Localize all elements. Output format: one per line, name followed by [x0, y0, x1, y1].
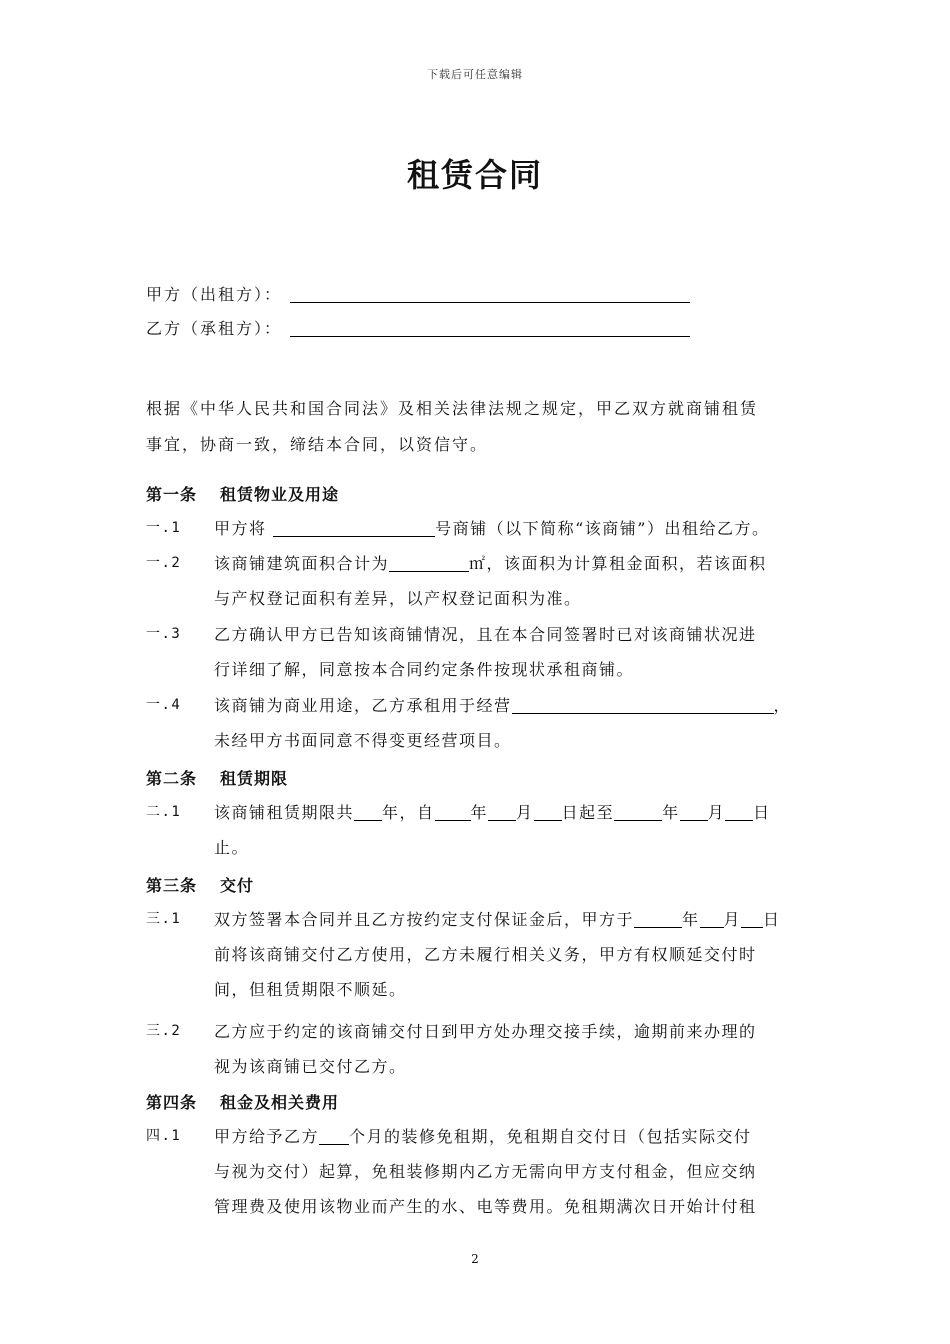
- intro-paragraph: [146, 391, 811, 463]
- years-blank: [354, 802, 382, 821]
- clause-text: 双方签署本合同并且乙方按约定支付保证金后，甲方于: [214, 910, 635, 929]
- clause-text: 年: [682, 910, 700, 929]
- clause-text: 年: [662, 803, 680, 822]
- clause-text: 甲方将: [214, 519, 267, 538]
- clause-text: 乙方应于约定的该商铺交付日到甲方处办理交接手续，逾期前来办理的: [214, 1022, 757, 1041]
- party-b-label: 乙方（承租方）：: [146, 319, 283, 338]
- clause-number: 一.2: [146, 555, 182, 571]
- header-note: 下载后可任意编辑: [427, 68, 523, 81]
- page-number: 2: [471, 1252, 479, 1266]
- free-months-blank: [319, 1126, 349, 1145]
- end-day-blank: [725, 802, 753, 821]
- document-title: 租赁合同: [406, 156, 543, 194]
- clause-text: 与视为交付）起算，免租装修期内乙方无需向甲方支付租金，但应交纳: [214, 1162, 757, 1181]
- start-month-blank: [488, 802, 516, 821]
- clause-text: 月: [707, 803, 726, 822]
- article-3-title: 交付: [220, 876, 255, 895]
- delivery-month-blank: [700, 909, 724, 928]
- clause-1-4: [146, 688, 816, 758]
- clause-text: 该商铺建筑面积合计为: [214, 554, 390, 573]
- delivery-year-blank: [634, 909, 682, 928]
- article-1-heading: [146, 482, 339, 505]
- article-1-title: 租赁物业及用途: [220, 485, 340, 504]
- clause-text: 日起至: [561, 803, 615, 822]
- clause-text: ，: [773, 696, 792, 715]
- party-a-row: [146, 282, 690, 305]
- clause-text: 甲方给予乙方: [214, 1127, 320, 1146]
- clause-text: 月: [516, 803, 534, 822]
- clause-text: 管理费及使用该物业而产生的水、电等费用。免租期满次日开始计付租: [214, 1197, 757, 1216]
- clause-1-2: [146, 546, 816, 616]
- article-4-heading: [146, 1090, 339, 1113]
- article-2-heading: [146, 766, 288, 789]
- clause-2-1: [146, 795, 816, 865]
- clause-text: 该商铺租赁期限共: [214, 803, 355, 822]
- clause-text: 未经甲方书面同意不得变更经营项目。: [214, 731, 512, 750]
- delivery-day-blank: [741, 909, 763, 928]
- clause-number: 一.4: [146, 697, 182, 713]
- clause-text: 日: [763, 910, 781, 929]
- party-a-label: 甲方（出租方）：: [146, 285, 283, 304]
- clause-text: 行详细了解，同意按本合同约定条件按现状承租商铺。: [214, 660, 635, 679]
- clause-text: 号商铺（以下简称“该商铺”）出租给乙方。: [435, 519, 770, 538]
- end-year-blank: [614, 802, 662, 821]
- clause-text: 年，自: [382, 803, 435, 822]
- article-3-heading: [146, 873, 254, 896]
- clause-1-3: [146, 617, 816, 687]
- clause-text: 年: [470, 803, 489, 822]
- article-2-title: 租赁期限: [220, 769, 289, 788]
- article-3-number: 第三条: [146, 876, 198, 895]
- clause-1-1: [146, 511, 816, 546]
- clause-text: 日: [753, 803, 771, 822]
- clause-number: 二.1: [146, 804, 182, 820]
- party-a-blank: [290, 286, 690, 303]
- clause-text: 该商铺为商业用途，乙方承租用于经营: [214, 696, 512, 715]
- start-day-blank: [534, 802, 562, 821]
- clause-text: 个月的装修免租期，免租期自交付日（包括实际交付: [349, 1127, 752, 1146]
- area-blank: [389, 553, 469, 572]
- article-4-title: 租金及相关费用: [220, 1093, 340, 1112]
- clause-number: 三.2: [146, 1023, 182, 1039]
- clause-text: 月: [723, 910, 742, 929]
- intro-line-2: 事宜，协商一致，缔结本合同，以资信守。: [146, 435, 489, 454]
- article-4-number: 第四条: [146, 1093, 198, 1112]
- clause-number: 四.1: [146, 1128, 182, 1144]
- shop-number-blank: [273, 518, 435, 537]
- clause-4-1: [146, 1119, 816, 1224]
- clause-3-2: [146, 1014, 816, 1084]
- clause-3-1: [146, 902, 816, 1007]
- clause-text: 与产权登记面积有差异，以产权登记面积为准。: [214, 589, 582, 608]
- business-blank: [512, 695, 774, 714]
- clause-number: 一.3: [146, 626, 182, 642]
- clause-number: 三.1: [146, 911, 182, 927]
- end-month-blank: [680, 802, 708, 821]
- clause-text: 止。: [214, 838, 250, 857]
- clause-text: 前将该商铺交付乙方使用，乙方未履行相关义务，甲方有权顺延交付时: [214, 945, 757, 964]
- clause-number: 一.1: [146, 520, 182, 536]
- clause-text: ㎡，该面积为计算租金面积，若该面积: [469, 554, 767, 573]
- clause-text: 间，但租赁期限不顺延。: [214, 980, 407, 999]
- article-1-number: 第一条: [146, 485, 198, 504]
- article-2-number: 第二条: [146, 769, 198, 788]
- clause-text: 乙方确认甲方已告知该商铺情况，且在本合同签署时已对该商铺状况进: [214, 625, 757, 644]
- party-b-blank: [290, 320, 690, 337]
- party-b-row: [146, 316, 690, 339]
- start-year-blank: [435, 802, 471, 821]
- intro-line-1: 根据《中华人民共和国合同法》及相关法律法规之规定，甲乙双方就商铺租赁: [146, 399, 759, 418]
- clause-text: 视为该商铺已交付乙方。: [214, 1057, 407, 1076]
